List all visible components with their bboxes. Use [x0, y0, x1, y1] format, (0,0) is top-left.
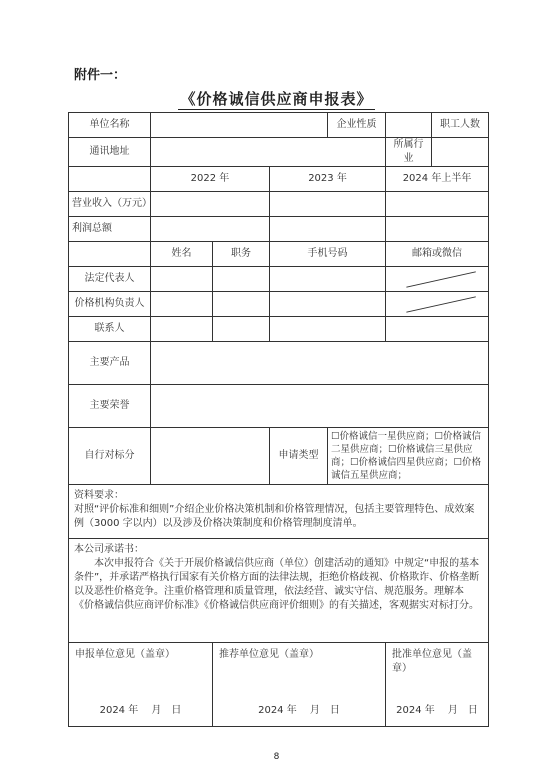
main-honors-field[interactable]: [151, 385, 489, 428]
unit-name-field[interactable]: [151, 113, 328, 138]
slash-mark: [386, 267, 488, 291]
profit-2024-field[interactable]: [386, 217, 489, 242]
page-number: 8: [273, 752, 280, 762]
row-honors: [69, 385, 489, 428]
main-products-label: 主要产品: [69, 342, 151, 385]
contact-label: 联系人: [69, 317, 151, 342]
enterprise-nature-label: 企业性质: [328, 113, 386, 138]
row-materials: [69, 485, 489, 539]
legal-rep-email-field[interactable]: [386, 267, 489, 292]
name-header: 姓名: [151, 242, 213, 267]
profit-2023-field[interactable]: [270, 217, 386, 242]
contact-name-field[interactable]: [151, 317, 213, 342]
self-score-field[interactable]: [151, 428, 270, 485]
profit-label: 利润总额: [69, 217, 151, 242]
price-head-position-field[interactable]: [213, 292, 270, 317]
legal-rep-label: 法定代表人: [69, 267, 151, 292]
promise-heading: 本公司承诺书：: [74, 544, 144, 555]
year-2022: 2022 年: [151, 167, 270, 192]
price-head-label: 价格机构负责人: [69, 292, 151, 317]
apply-type-label: 申请类型: [270, 428, 328, 485]
applicant-opinion[interactable]: [69, 643, 213, 727]
revenue-2022-field[interactable]: [151, 192, 270, 217]
revenue-label: 营业收入（万元）: [69, 192, 151, 217]
address-label: 通讯地址: [69, 138, 151, 167]
row-profit: [69, 217, 489, 242]
slash-mark: [386, 292, 488, 316]
applicant-opinion-date: 2024 年 月 日: [99, 705, 182, 716]
phone-header: 手机号码: [270, 242, 386, 267]
year-2024h1: 2024 年上半年: [386, 167, 489, 192]
promise-section: [69, 539, 489, 643]
contact-phone-field[interactable]: [270, 317, 386, 342]
employees-label: 职工人数: [432, 113, 489, 138]
row-legal-rep: [69, 267, 489, 292]
row-products: [69, 342, 489, 385]
contact-position-field[interactable]: [213, 317, 270, 342]
form-title: 《价格诚信供应商申报表》: [180, 90, 373, 108]
main-products-field[interactable]: [151, 342, 489, 385]
row-contact: [69, 317, 489, 342]
price-head-email-field[interactable]: [386, 292, 489, 317]
approver-opinion[interactable]: [386, 643, 489, 727]
row-unit: [69, 113, 489, 138]
unit-name-label: 单位名称: [69, 113, 151, 138]
profit-2022-field[interactable]: [151, 217, 270, 242]
declaration-table: [68, 112, 489, 727]
attachment-label: 附件一：: [74, 68, 127, 83]
price-head-name-field[interactable]: [151, 292, 213, 317]
row-people-header: [69, 242, 489, 267]
self-score-label: 自行对标分: [69, 428, 151, 485]
legal-rep-phone-field[interactable]: [270, 267, 386, 292]
row-price-head: [69, 292, 489, 317]
revenue-2024-field[interactable]: [386, 192, 489, 217]
materials-body: 对照“评价标准和细则”介绍企业价格决策机制和价格管理情况，包括主要管理特色、成效案例（3000 字以内）以及涉及价格决策制度和价格管理制度清单。: [74, 504, 475, 529]
legal-rep-name-field[interactable]: [151, 267, 213, 292]
row-revenue: [69, 192, 489, 217]
legal-rep-position-field[interactable]: [213, 267, 270, 292]
row-address: [69, 138, 489, 167]
applicant-opinion-title: 申报单位意见（盖章）: [75, 649, 175, 660]
approver-opinion-date: 2024 年 月 日: [396, 705, 478, 716]
recommender-opinion[interactable]: [213, 643, 386, 727]
position-header: 职务: [213, 242, 270, 267]
approver-opinion-title: 批准单位意见（盖章）: [392, 649, 473, 674]
promise-body: 本次申报符合《关于开展价格诚信供应商（单位）创建活动的通知》中规定“申报的基本条件”，并承诺严格执行国家有关价格方面的法律法规，拒绝价格歧视、价格欺诈、价格垄断以及恶性价格竞争。注重价格管理和质量管理，依法经营、诚实守信、规范服务。理解本《价格诚信供应商评价标准》《价格诚信供应商评价细则》的有关描述，客观据实对标打分。: [74, 558, 480, 611]
row-promise: [69, 539, 489, 643]
row-opinions: [69, 643, 489, 727]
row-years: [69, 167, 489, 192]
enterprise-nature-field[interactable]: [386, 113, 432, 138]
year-2023: 2023 年: [270, 167, 386, 192]
recommender-opinion-date: 2024 年 月 日: [258, 705, 340, 716]
revenue-2023-field[interactable]: [270, 192, 386, 217]
main-honors-label: 主要荣誉: [69, 385, 151, 428]
price-head-phone-field[interactable]: [270, 292, 386, 317]
recommender-opinion-title: 推荐单位意见（盖章）: [219, 649, 319, 660]
row-score: [69, 428, 489, 485]
address-field[interactable]: [151, 138, 386, 167]
materials-heading: 资料要求：: [74, 490, 124, 501]
materials-section: [69, 485, 489, 539]
email-header: 邮箱或微信: [386, 242, 489, 267]
contact-email-field[interactable]: [386, 317, 489, 342]
industry-field[interactable]: [432, 138, 489, 167]
apply-type-options[interactable]: ☐价格诚信一星供应商；☐价格诚信二星供应商；☐价格诚信三星供应商；☐价格诚信四星供应商；☐价格诚信五星供应商；: [328, 428, 489, 485]
industry-label: 所属行业: [386, 138, 432, 167]
